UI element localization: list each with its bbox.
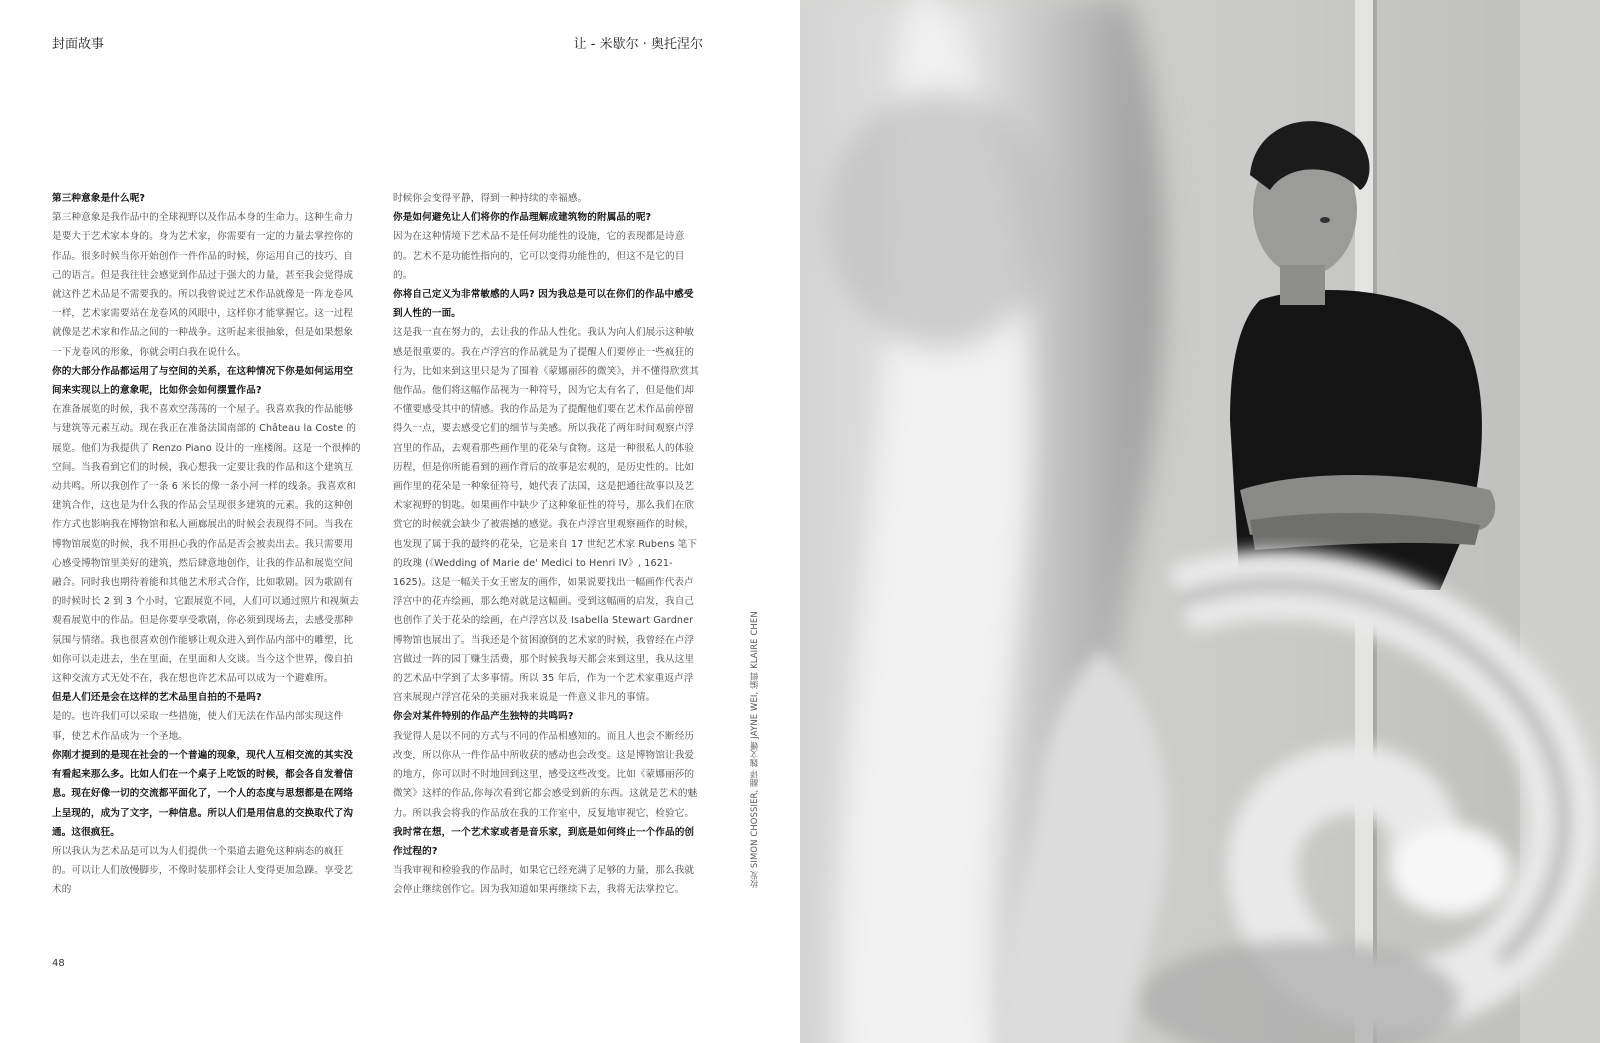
running-title: 让 - 米歇尔 · 奥托涅尔 xyxy=(573,37,703,52)
question-paragraph: 但是人们还是会在这样的艺术品里自拍的不是吗? xyxy=(52,692,262,704)
answer-paragraph: 是的。也许我们可以采取一些措施，使人们无法在作品内部实现这件事，使艺术作品成为一个圣地。 xyxy=(52,711,344,742)
answer-paragraph: 当我审视和检验我的作品时，如果它已经充满了足够的力量，那么我就会停止继续创作它。因为我知道如果再继续下去，我将无法掌控它。 xyxy=(393,865,695,896)
question-paragraph: 你将自己定义为非常敏感的人吗? 因为我总是可以在你们的作品中感受到人性的一面。 xyxy=(393,289,694,320)
answer-paragraph: 这是我一直在努力的，去让我的作品人性化。我认为向人们展示这种敏感是很重要的。我在卢浮宫的作品就是为了提醒人们要停止一些疯狂的行为，比如来到这里只是为了围着《蒙娜丽莎的微笑》，并不懂得欣赏其他作品。他们将这幅作品视为一种符号，因为它太有名了，但是他们却不懂要感受其中的情感。我的作品是为了提醒他们要在艺术作品前停留得久一点，要去感受它们的细节与美感。所以我花了两年时间观察卢浮宫里的作品，去观看那些画作里的花朵与食物。这是一种很私人的体验历程，但是你所能看到的画作背后的故事是宏观的，是历史性的。比如画作里的花朵是一种象征符号，她代表了法国，这是把通往故事以及艺术家视野的钥匙。如果画作中缺少了这种象征性的符号，那么我们在欣赏它的时候就会缺少了被震撼的感觉。我在卢浮宫里观察画作的时候，也发现了属于我的最终的花朵，它是来自 17 世纪艺术家 Rubens 笔下的玫瑰 (《Wedding of Marie de' Medici to Henri IV》, 1621-1625)。这是一幅关于女王密友的画作，如果说要找出一幅画作代表卢浮宫中的花卉绘画，那么绝对就是这幅画。受到这幅画的启发，我自己也创作了关于花朵的绘画，在卢浮宫以及 Isabella Stewart Gardner 博物馆也展出了。当我还是个贫困潦倒的艺术家的时候，我曾经在卢浮宫做过一阵的园丁赚生活费，那个时候我每天都会来到这里，我从这里的艺术品中学到了太多事情。所以 35 年后，作为一个艺术家重返卢浮宫来展现卢浮宫花朵的美丽对我来说是一件意义非凡的事情。 xyxy=(393,327,700,704)
answer-paragraph: 第三种意象是我作品中的全球视野以及作品本身的生命力。这种生命力是要大于艺术家本身的。身为艺术家，你需要有一定的力量去掌控你的作品。很多时候当你开始创作一件作品的时候，你运用自己的技巧、自己的语言。但是我往往会感觉到作品过于强大的力量，甚至我会觉得成就这件艺术品是不需要我的。所以我曾说过艺术作品就像是一阵龙卷风一样，艺术家需要站在龙卷风的风眼中，这样你才能掌握它。这一过程就像是艺术家和作品之间的一种战争。这听起来很抽象，但是如果想象一下龙卷风的形象，你就会明白我在说什么。 xyxy=(52,212,354,358)
question-paragraph: 你刚才提到的是现在社会的一个普遍的现象，现代人互相交流的其实没有看起来那么多。比如人们在一个桌子上吃饭的时候，都会各自发着信息。现在好像一切的交流都平面化了，一个人的态度与思想都是在网络上呈现的，成为了文字，一种信息。所以人们是用信息的交换取代了沟通。这很疯狂。 xyxy=(52,749,354,838)
answer-paragraph: 所以我认为艺术品是可以为人们提供一个渠道去避免这种病态的疯狂的。可以让人们放慢脚步，不像时装那样会让人变得更加急躁。享受艺术的 xyxy=(52,845,354,896)
text-column-right xyxy=(393,189,703,900)
question-paragraph: 我时常在想，一个艺术家或者是音乐家，到底是如何终止一个作品的创作过程的? xyxy=(393,826,695,857)
photo-credit: 妆发 SIMON CHOSSIER, 翻译 魏文姗 JAYNE WEI, 编辑 KLAIRE CHEN xyxy=(749,611,759,888)
page-number: 48 xyxy=(52,958,65,969)
question-paragraph: 你是如何避免让人们将你的作品理解成建筑物的附属品的呢? xyxy=(393,212,652,224)
question-paragraph: 第三种意象是什么呢? xyxy=(52,193,146,204)
section-label: 封面故事 xyxy=(52,37,105,52)
text-column-left xyxy=(52,189,362,900)
answer-paragraph: 在准备展览的时候，我不喜欢空荡荡的一个屋子。我喜欢我的作品能够与建筑等元素互动。现在我正在准备法国南部的 Château la Coste 的展览。他们为我提供了 Renzo Piano 设计的一座楼阁。这是一个很棒的空间。当我看到它们的时候，我心想我一定要让我的作品和这个建筑互动共鸣。所以我创作了一条 6 米长的像一条小河一样的线条。我喜欢和建筑合作，这也是为什么我的作品会呈现很多建筑的元素。我的这种创作方式也影响我在博物馆和私人画廊展出的时候会表现得不同。当我在博物馆展览的时候，我不用担心我的作品是否会被卖出去。我只需要用心感受博物馆里美好的建筑，然后肆意地创作，让我的作品和展览空间融合。同时我也期待着能和其他艺术形式合作，比如歌剧。因为歌剧有的时候时长 2 到 3 个小时，它跟展览不同，人们可以通过照片和视频去观看展览中的作品。但是你要享受歌剧，你必须到现场去，去感受那种氛围与情绪。我也很喜欢创作能够让观众进入到作品内部中的雕塑，比如你可以走进去，坐在里面，在里面和人交谈。当今这个世界，像自拍这种交流方式无处不在，我在想也许艺术品可以成为一个避难所。 xyxy=(52,404,361,685)
question-paragraph: 你的大部分作品都运用了与空间的关系，在这种情况下你是如何运用空间来实现以上的意象呢，比如你会如何摆置作品? xyxy=(52,365,354,397)
portrait-photo-art xyxy=(800,0,1600,1043)
portrait-photo xyxy=(800,0,1600,1043)
answer-paragraph: 时候你会变得平静，得到一种持续的幸福感。 xyxy=(393,193,588,204)
question-paragraph: 你会对某件特别的作品产生独特的共鸣吗? xyxy=(393,711,574,723)
answer-paragraph: 我觉得人是以不同的方式与不同的作品相感知的。而且人也会不断经历改变，所以你从一件作品中所收获的感动也会改变。这是博物馆让我爱的地方，你可以时不时地回到这里，感受这些改变。比如《蒙娜丽莎的微笑》这样的作品,你每次看到它都会感受到新的东西。这就是艺术的魅力。所以我会将我的作品放在我的工作室中，反复地审视它，检验它。 xyxy=(393,730,698,819)
answer-paragraph: 因为在这种情境下艺术品不是任何功能性的设施，它的表现都是诗意的。艺术不是功能性指向的，它可以变得功能性的，但这不是它的目的。 xyxy=(393,231,685,281)
